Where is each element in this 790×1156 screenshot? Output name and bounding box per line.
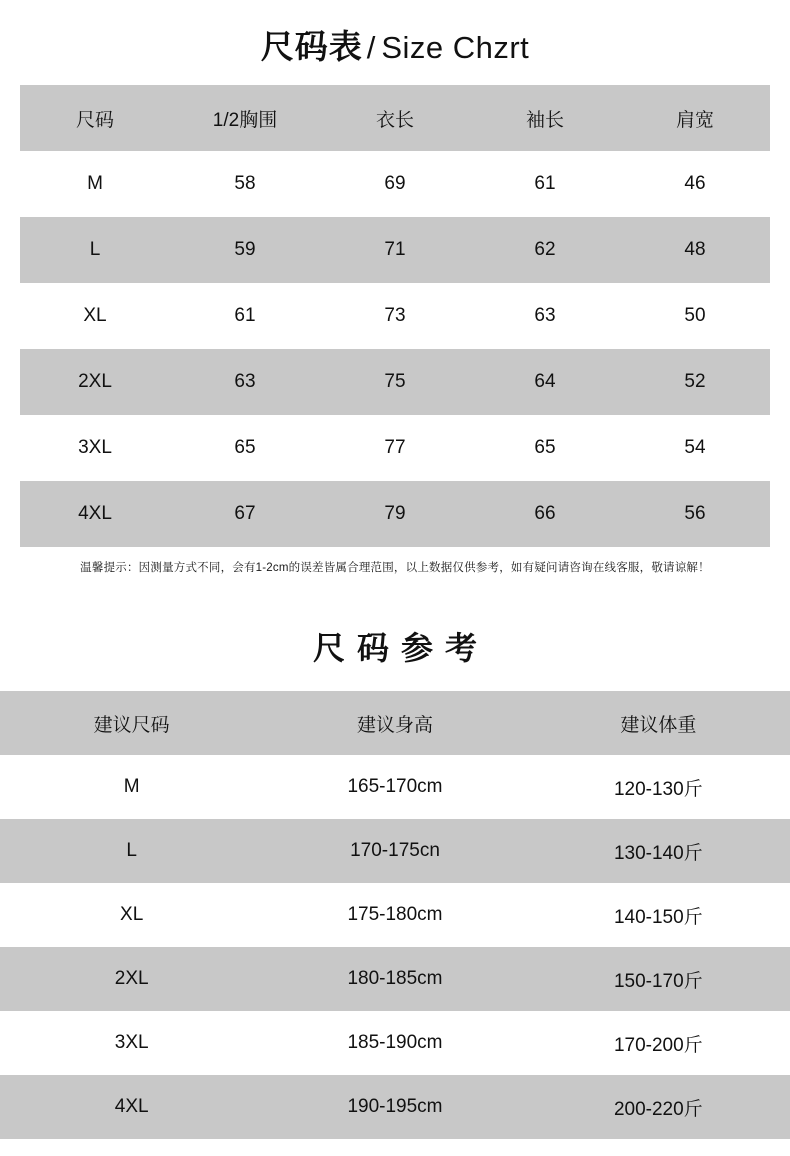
page-title-en: Size Chzrt: [381, 30, 530, 65]
table-row: [0, 947, 790, 1011]
reference-table-cell: XL: [0, 883, 263, 947]
size-table-cell: L: [20, 217, 170, 283]
reference-table-cell: 170-175cn: [263, 819, 526, 883]
table-row: [0, 755, 790, 819]
table-row: [0, 1011, 790, 1075]
size-table-header-cell: 袖长: [470, 85, 620, 151]
reference-table-cell: 200-220斤: [527, 1075, 790, 1139]
table-row: [20, 415, 770, 481]
measurement-note: 温馨提示：因测量方式不同，会有1-2cm的误差皆属合理范围，以上数据仅供参考，如有疑问请咨询在线客服，敬请谅解！: [80, 562, 710, 574]
size-table-header-cell: 肩宽: [620, 85, 770, 151]
size-table-cell: 54: [620, 415, 770, 481]
reference-table-cell: 150-170斤: [527, 947, 790, 1011]
size-table-cell: 75: [320, 349, 470, 415]
size-table-header-cell: 1/2胸围: [170, 85, 320, 151]
size-table-container: [0, 85, 790, 547]
size-table-cell: 61: [470, 151, 620, 217]
reference-table-cell: 3XL: [0, 1011, 263, 1075]
reference-table-header-cell: 建议身高: [263, 691, 526, 755]
reference-table-cell: 190-195cm: [263, 1075, 526, 1139]
reference-table-cell: 4XL: [0, 1075, 263, 1139]
reference-table-header-row: [0, 691, 790, 755]
table-row: [0, 1075, 790, 1139]
table-row: [0, 819, 790, 883]
size-table-cell: 66: [470, 481, 620, 547]
size-table-cell: 63: [470, 283, 620, 349]
size-table-cell: 79: [320, 481, 470, 547]
size-table-cell: 48: [620, 217, 770, 283]
size-table-header-row: [20, 85, 770, 151]
table-row: [20, 151, 770, 217]
reference-table-cell: M: [0, 755, 263, 819]
reference-table-cell: 185-190cm: [263, 1011, 526, 1075]
reference-table-cell: 2XL: [0, 947, 263, 1011]
size-table-cell: 73: [320, 283, 470, 349]
reference-table-header-cell: 建议尺码: [0, 691, 263, 755]
reference-table-cell: 130-140斤: [527, 819, 790, 883]
size-table-cell: 62: [470, 217, 620, 283]
size-table-header-cell: 衣长: [320, 85, 470, 151]
table-row: [20, 349, 770, 415]
reference-table-cell: 120-130斤: [527, 755, 790, 819]
size-table-cell: 67: [170, 481, 320, 547]
reference-table-container: [0, 691, 790, 1139]
table-row: [20, 481, 770, 547]
reference-table: [0, 691, 790, 1139]
table-row: [0, 883, 790, 947]
size-table-cell: 63: [170, 349, 320, 415]
size-table-cell: 71: [320, 217, 470, 283]
table-row: [20, 217, 770, 283]
reference-table-cell: 170-200斤: [527, 1011, 790, 1075]
page-title-cn: 尺码表: [260, 28, 363, 65]
reference-table-cell: L: [0, 819, 263, 883]
size-table-cell: 58: [170, 151, 320, 217]
size-table-cell: 65: [470, 415, 620, 481]
reference-table-cell: 175-180cm: [263, 883, 526, 947]
size-table-cell: 69: [320, 151, 470, 217]
size-table-cell: 2XL: [20, 349, 170, 415]
size-table-cell: 3XL: [20, 415, 170, 481]
size-table-cell: 56: [620, 481, 770, 547]
size-table: [20, 85, 770, 547]
size-table-cell: 65: [170, 415, 320, 481]
size-table-cell: 46: [620, 151, 770, 217]
page-title-size-chart: [0, 0, 790, 63]
reference-table-cell: 140-150斤: [527, 883, 790, 947]
reference-table-cell: 165-170cm: [263, 755, 526, 819]
size-table-cell: M: [20, 151, 170, 217]
reference-table-header-cell: 建议体重: [527, 691, 790, 755]
size-table-cell: 52: [620, 349, 770, 415]
size-table-cell: 61: [170, 283, 320, 349]
size-table-cell: 4XL: [20, 481, 170, 547]
size-table-cell: XL: [20, 283, 170, 349]
table-row: [20, 283, 770, 349]
page-title-separator: /: [366, 30, 376, 65]
size-table-cell: 59: [170, 217, 320, 283]
size-table-cell: 64: [470, 349, 620, 415]
section-title-size-reference: 尺码参考: [312, 630, 489, 666]
reference-table-cell: 180-185cm: [263, 947, 526, 1011]
size-table-cell: 77: [320, 415, 470, 481]
size-table-cell: 50: [620, 283, 770, 349]
size-table-header-cell: 尺码: [20, 85, 170, 151]
